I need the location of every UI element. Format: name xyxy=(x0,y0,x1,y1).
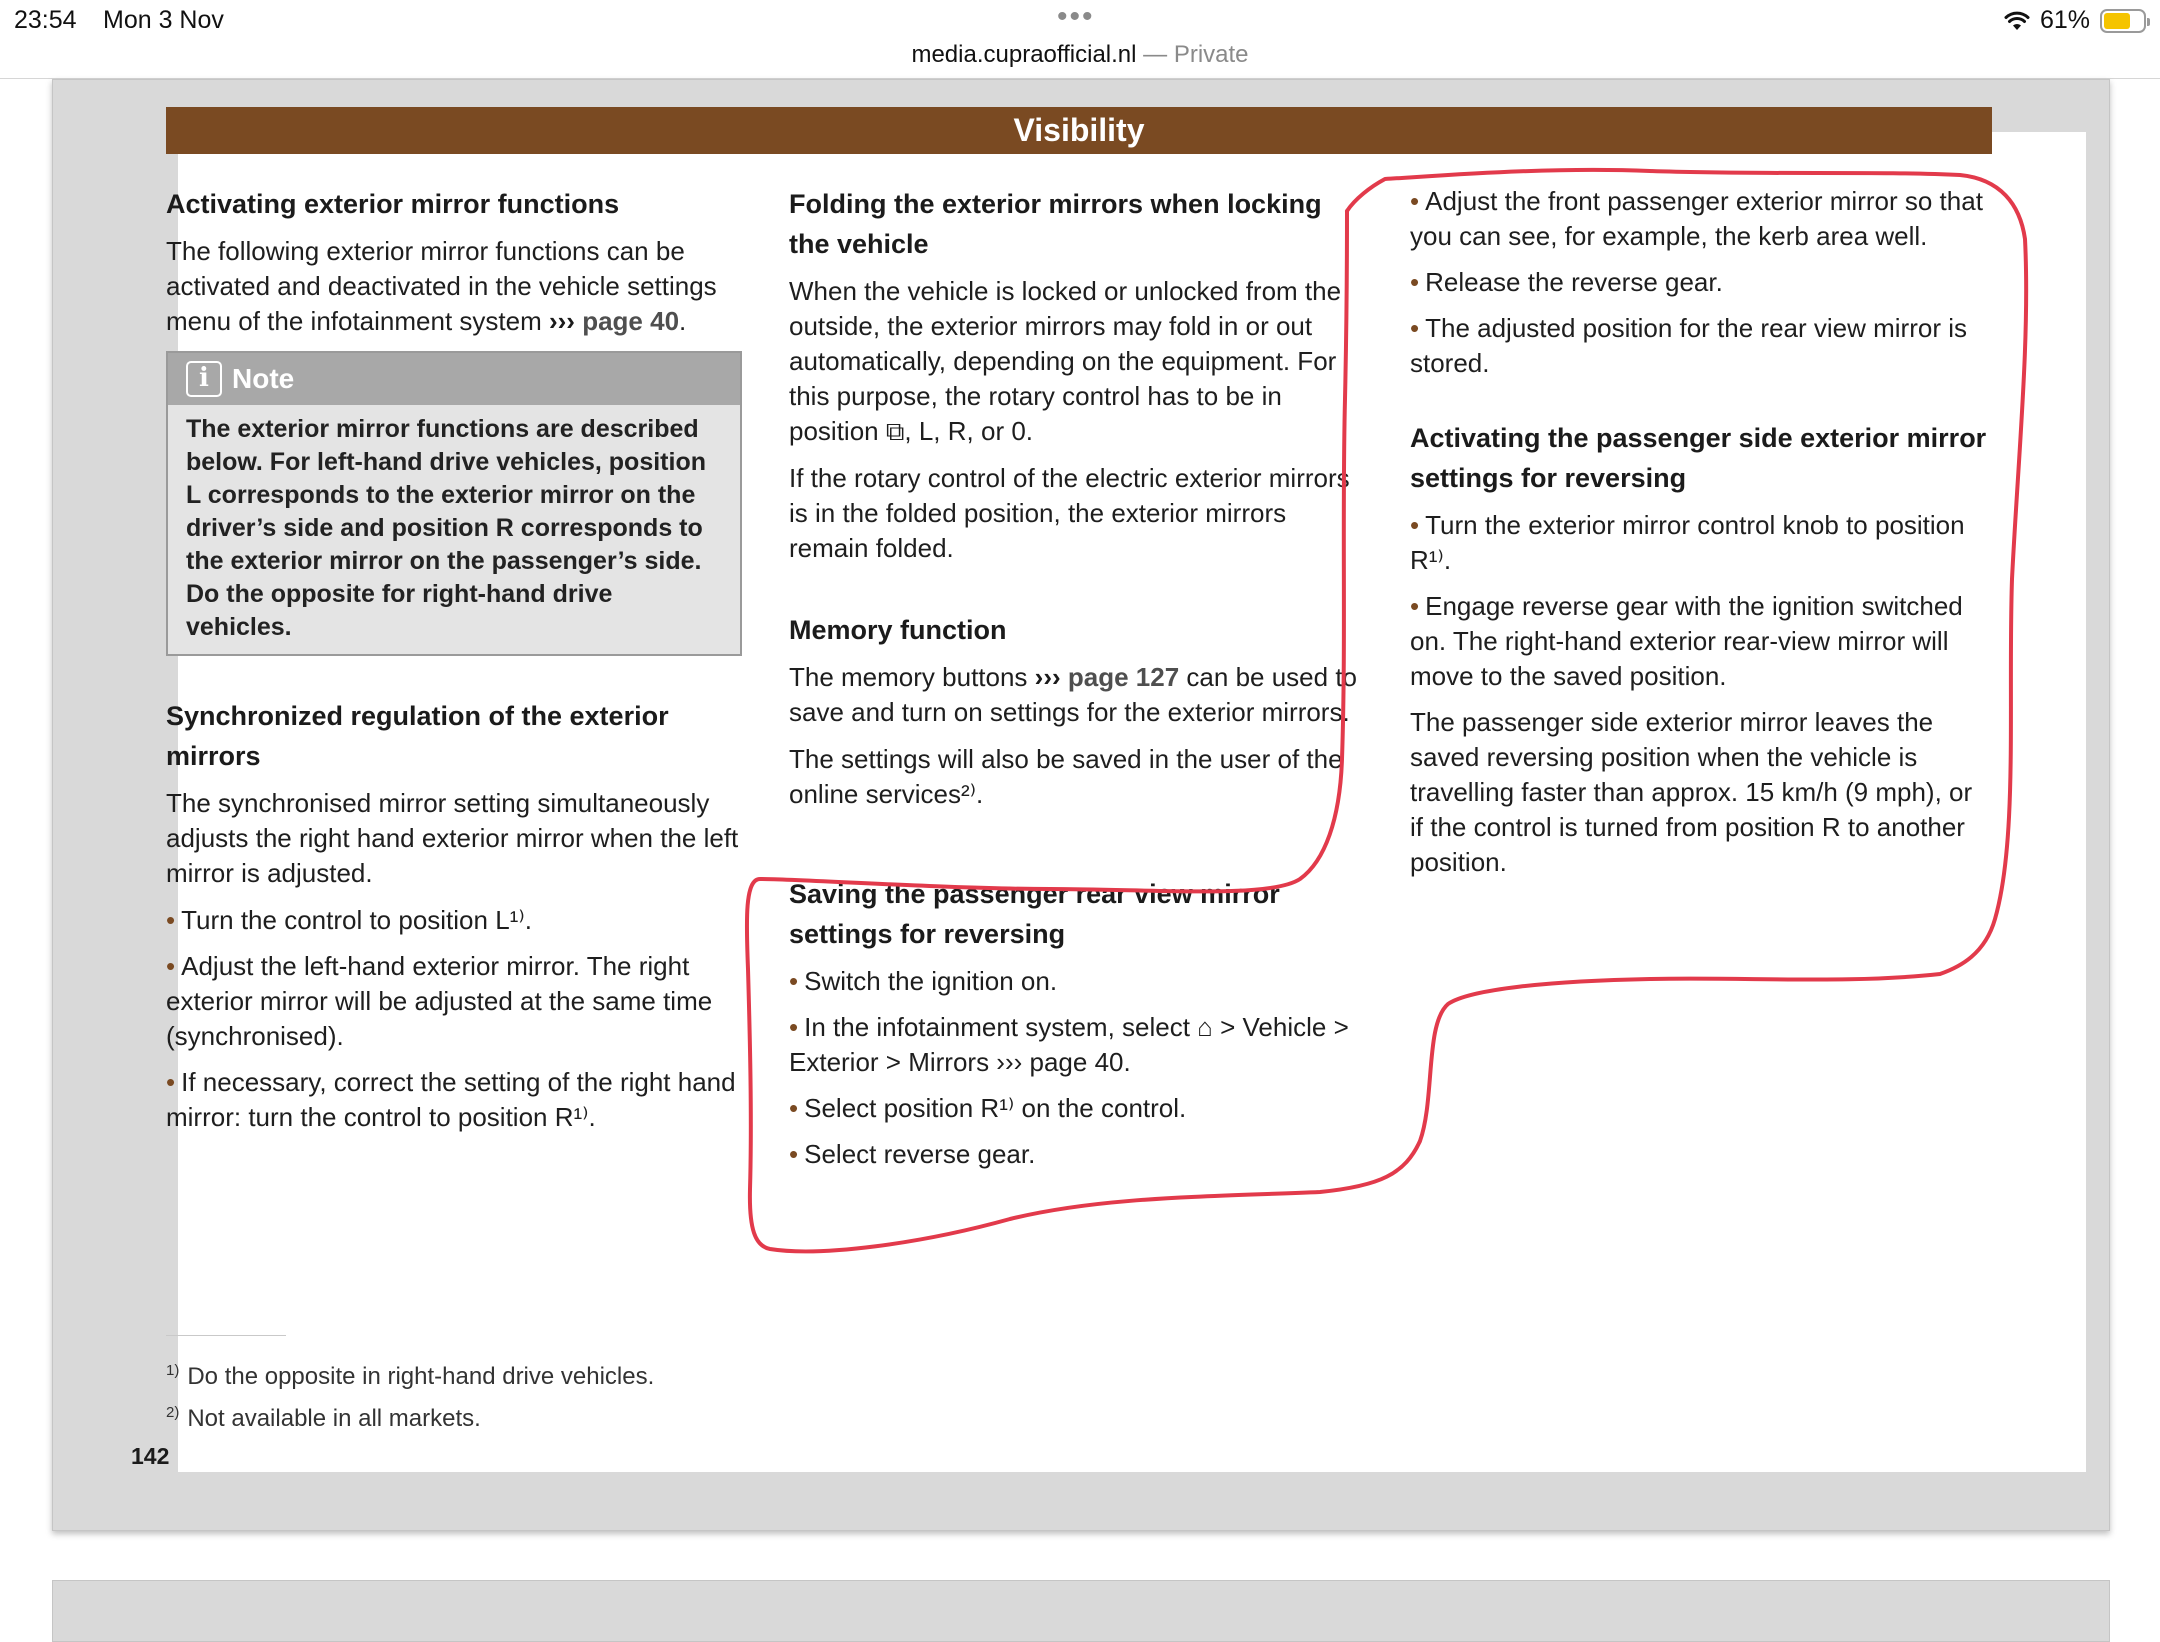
private-mode-label: Private xyxy=(1173,41,1249,68)
list-item: • Switch the ignition on. xyxy=(789,964,1364,999)
list-item: • In the infotainment system, select ⌂ > Vehicle > Exterior > Mirrors ››› page 40. xyxy=(789,1010,1364,1080)
battery-icon xyxy=(2100,9,2146,33)
paragraph: The settings will also be saved in the user of the online services²⁾. xyxy=(789,744,1343,809)
status-date: Mon 3 Nov xyxy=(103,6,224,34)
list-item: • The adjusted position for the rear view mirror is stored. xyxy=(1410,311,1992,381)
note-header xyxy=(168,353,740,405)
url-separator: — xyxy=(1143,41,1168,68)
paragraph: The memory buttons ››› page 127 can be used to save and turn on settings for the exterior mirrors. xyxy=(789,662,1357,727)
ref-arrows: ››› xyxy=(548,306,575,336)
paragraph: If the rotary control of the electric exterior mirrors is in the folded position, the exterior mirrors remain folded. xyxy=(789,463,1350,563)
footnote: $^{2)}$ Not available in all markets. xyxy=(166,1404,481,1432)
paragraph: When the vehicle is locked or unlocked from the outside, the exterior mirrors may fold in or out automatically, depending on the equipment. For this purpose, the rotary control has to be in position ⧉, L, R, or 0. xyxy=(789,276,1342,446)
status-right xyxy=(2004,6,2146,35)
ref-arrows: ››› xyxy=(1034,662,1061,692)
heading-activating-functions: Activating exterior mirror functions xyxy=(166,189,620,219)
address-bar[interactable] xyxy=(0,41,2160,69)
status-bar xyxy=(0,0,2160,79)
paragraph: The synchronised mirror setting simultaneously adjusts the right hand exterior mirror when the left mirror is adjusted. xyxy=(166,788,739,888)
note-box xyxy=(166,351,742,656)
multitasking-dots-icon[interactable]: ••• xyxy=(1057,0,1095,33)
list-item: • Engage reverse gear with the ignition switched on. The right-hand exterior rear-view mirror will move to the saved position. xyxy=(1410,589,1992,694)
battery-percent: 61% xyxy=(2039,6,2090,34)
column-2 xyxy=(789,184,1364,1183)
paragraph: The following exterior mirror functions can be activated and deactivated in the vehicle settings menu of the infotainment system ››› page 40. xyxy=(166,236,717,336)
note-body: The exterior mirror functions are described below. For left-hand drive vehicles, position L corresponds to the exterior mirror on the driver’s side and position R corresponds to the exterior mirror on the passenger’s side. Do the opposite for right-hand drive vehicles. xyxy=(186,415,706,641)
section-banner: Visibility xyxy=(166,107,1992,154)
next-page-frame xyxy=(52,1580,2110,1642)
footnote: $^{1)}$ Do the opposite in right-hand drive vehicles. xyxy=(166,1362,655,1390)
footnote-divider xyxy=(166,1335,286,1336)
list-item: • Release the reverse gear. xyxy=(1410,265,1992,300)
column-1 xyxy=(166,184,742,1146)
heading-saving-rear-view: Saving the passenger rear view mirror settings for reversing xyxy=(789,879,1280,949)
list-item: • Select position R¹⁾ on the control. xyxy=(789,1091,1364,1126)
status-time: 23:54 xyxy=(14,6,77,34)
list-item: • Turn the exterior mirror control knob to position R¹⁾. xyxy=(1410,508,1992,578)
info-icon: i xyxy=(186,361,222,397)
heading-folding-mirrors: Folding the exterior mirrors when locking the vehicle xyxy=(789,189,1322,259)
list-item: • Select reverse gear. xyxy=(789,1137,1364,1172)
paragraph: The passenger side exterior mirror leaves the saved reversing position when the vehicle is travelling faster than approx. 15 km/h (9 mph), or if the control is turned from position R to another position. xyxy=(1410,707,1973,877)
list-item: • If necessary, correct the setting of the right hand mirror: turn the control to position R¹⁾. xyxy=(166,1065,742,1135)
page-number: 142 xyxy=(131,1443,170,1469)
heading-memory-function: Memory function xyxy=(789,615,1007,645)
list-item: • Adjust the left-hand exterior mirror. The right exterior mirror will be adjusted at the same time (synchronised). xyxy=(166,949,742,1054)
page-link[interactable]: page 40 xyxy=(582,306,680,336)
heading-synchronized-regulation: Synchronized regulation of the exterior mirrors xyxy=(166,701,669,771)
list-item: • Adjust the front passenger exterior mirror so that you can see, for example, the kerb area well. xyxy=(1410,184,1992,254)
url-text: media.cupraofficial.nl xyxy=(911,41,1137,68)
wifi-icon xyxy=(2004,10,2030,32)
note-title: Note xyxy=(232,363,295,394)
list-item: • Turn the control to position L¹⁾. xyxy=(166,903,742,938)
page-link[interactable]: page 127 xyxy=(1067,662,1180,692)
footnotes xyxy=(166,1353,654,1437)
document-viewer[interactable] xyxy=(0,79,2160,1620)
heading-activating-passenger-side: Activating the passenger side exterior mirror settings for reversing xyxy=(1410,423,1987,493)
column-3 xyxy=(1410,184,1992,892)
